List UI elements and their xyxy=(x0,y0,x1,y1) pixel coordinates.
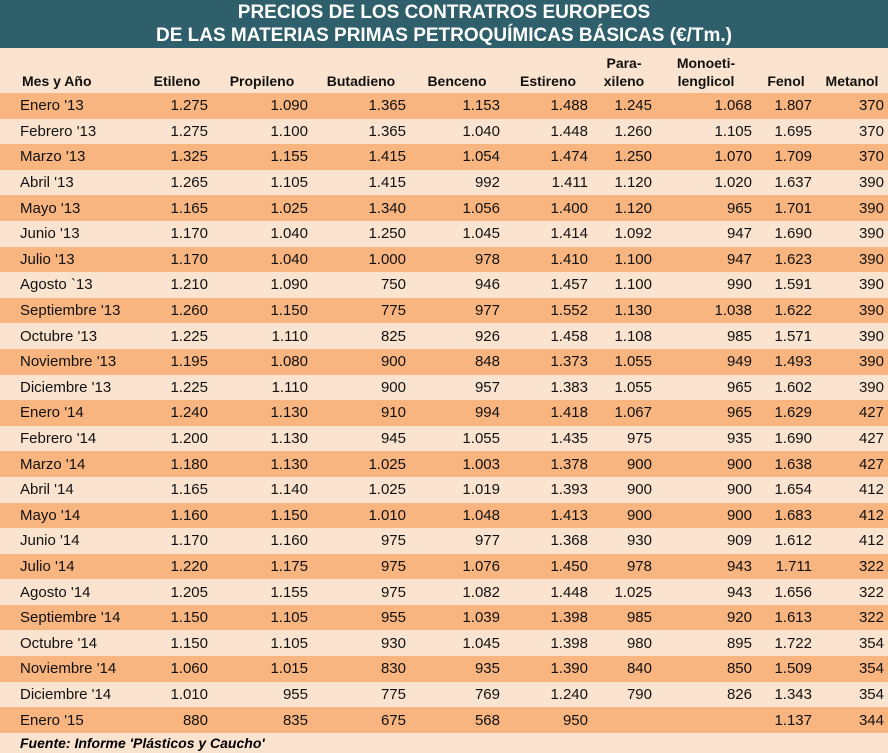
price-cell: 775 xyxy=(380,302,406,320)
price-cell: 1.120 xyxy=(614,174,652,192)
price-cell: 1.025 xyxy=(270,199,308,217)
column-header: Propileno xyxy=(229,73,295,89)
table-row xyxy=(0,93,888,119)
column-header: Benceno xyxy=(427,73,487,89)
price-cell: 1.807 xyxy=(774,97,812,115)
price-cell: 900 xyxy=(726,455,752,473)
price-cell: 1.130 xyxy=(270,430,308,448)
month-cell: Septiembre '13 xyxy=(20,302,121,320)
price-cell: 354 xyxy=(858,685,884,703)
price-cell: 943 xyxy=(726,583,752,601)
price-cell: 1.612 xyxy=(774,532,812,550)
column-header: Estireno xyxy=(519,73,576,89)
price-cell: 1.722 xyxy=(774,634,812,652)
price-cell: 1.130 xyxy=(270,455,308,473)
price-cell: 1.571 xyxy=(774,327,812,345)
price-cell: 390 xyxy=(858,378,884,396)
price-cell: 965 xyxy=(726,378,752,396)
price-cell: 1.383 xyxy=(550,378,588,396)
table-row xyxy=(0,298,888,324)
price-cell: 1.170 xyxy=(170,532,208,550)
table-row xyxy=(0,503,888,529)
price-cell: 1.435 xyxy=(550,430,588,448)
price-cell: 1.552 xyxy=(550,302,588,320)
month-cell: Agosto '14 xyxy=(20,583,91,601)
price-cell: 370 xyxy=(858,148,884,166)
table-body xyxy=(0,93,888,733)
price-cell: 1.019 xyxy=(462,481,500,499)
column-header: Fenol xyxy=(767,73,805,89)
price-cell: 1.082 xyxy=(462,583,500,601)
price-cell: 1.340 xyxy=(368,199,406,217)
price-cell: 965 xyxy=(726,404,752,422)
price-cell: 992 xyxy=(474,174,500,192)
price-cell: 1.638 xyxy=(774,455,812,473)
table-row xyxy=(0,323,888,349)
source-note: Fuente: Informe 'Plásticos y Caucho' xyxy=(0,733,888,753)
month-cell: Diciembre '13 xyxy=(20,378,112,396)
price-cell: 390 xyxy=(858,327,884,345)
price-cell: 390 xyxy=(858,276,884,294)
month-cell: Enero '15 xyxy=(20,711,84,729)
price-cell: 1.488 xyxy=(550,97,588,115)
price-cell: 1.045 xyxy=(462,225,500,243)
price-cell: 1.413 xyxy=(550,506,588,524)
price-cell: 1.110 xyxy=(271,378,308,396)
price-cell: 1.410 xyxy=(550,250,588,268)
price-cell: 1.015 xyxy=(270,660,308,678)
price-cell: 1.025 xyxy=(614,583,652,601)
price-cell: 1.457 xyxy=(550,276,588,294)
price-cell: 825 xyxy=(380,327,406,345)
price-cell: 1.509 xyxy=(774,660,812,678)
price-cell: 850 xyxy=(726,660,752,678)
price-cell: 1.220 xyxy=(170,557,208,575)
price-cell: 900 xyxy=(626,455,652,473)
price-cell: 390 xyxy=(858,174,884,192)
title-line-1: PRECIOS DE LOS CONTRATROS EUROPEOS xyxy=(237,2,651,23)
price-cell: 920 xyxy=(726,609,752,627)
price-cell: 1.378 xyxy=(550,455,588,473)
price-cell: 1.250 xyxy=(614,148,652,166)
table-row xyxy=(0,477,888,503)
month-cell: Octubre '13 xyxy=(20,327,98,345)
month-cell: Febrero '14 xyxy=(20,430,97,448)
price-cell: 1.048 xyxy=(462,506,500,524)
price-cell: 900 xyxy=(626,506,652,524)
price-cell: 344 xyxy=(858,711,884,729)
price-cell: 978 xyxy=(626,557,652,575)
price-cell: 880 xyxy=(182,711,208,729)
price-cell: 1.150 xyxy=(270,506,308,524)
price-cell: 1.160 xyxy=(270,532,308,550)
price-cell: 1.039 xyxy=(462,609,500,627)
price-cell: 1.137 xyxy=(774,711,812,729)
price-cell: 935 xyxy=(726,430,752,448)
price-cell: 1.591 xyxy=(774,276,812,294)
table-row xyxy=(0,272,888,298)
price-cell: 1.090 xyxy=(270,276,308,294)
price-cell: 1.709 xyxy=(774,148,812,166)
price-cell: 322 xyxy=(858,583,884,601)
price-cell: 1.060 xyxy=(170,660,208,678)
price-cell: 1.055 xyxy=(614,378,652,396)
price-cell: 1.105 xyxy=(270,634,308,652)
price-cell: 1.100 xyxy=(614,250,652,268)
price-cell: 1.160 xyxy=(170,506,208,524)
price-cell: 900 xyxy=(380,353,406,371)
price-cell: 1.092 xyxy=(614,225,652,243)
month-cell: Julio '13 xyxy=(20,250,75,268)
price-cell: 1.458 xyxy=(550,327,588,345)
price-cell: 975 xyxy=(380,532,406,550)
price-cell: 985 xyxy=(726,327,752,345)
price-cell: 1.613 xyxy=(774,609,812,627)
price-cell: 1.170 xyxy=(170,250,208,268)
month-cell: Enero '13 xyxy=(20,97,84,115)
price-cell: 1.155 xyxy=(270,583,308,601)
price-cell: 1.398 xyxy=(550,609,588,627)
column-header: Mes y Año xyxy=(22,73,92,89)
price-cell xyxy=(592,707,656,733)
price-cell: 1.105 xyxy=(270,609,308,627)
price-cell: 900 xyxy=(380,378,406,396)
price-cell: 1.056 xyxy=(462,199,500,217)
price-cell: 977 xyxy=(474,302,500,320)
price-cell: 1.175 xyxy=(270,557,308,575)
price-cell: 412 xyxy=(858,532,884,550)
price-cell: 1.150 xyxy=(270,302,308,320)
price-cell: 949 xyxy=(726,353,752,371)
table-row xyxy=(0,119,888,145)
price-cell: 390 xyxy=(858,199,884,217)
column-header: Metanol xyxy=(825,73,879,89)
price-cell: 947 xyxy=(726,225,752,243)
price-cell: 1.400 xyxy=(550,199,588,217)
price-cell: 947 xyxy=(726,250,752,268)
price-cell: 1.368 xyxy=(550,532,588,550)
price-cell: 1.654 xyxy=(774,481,812,499)
price-cell: 390 xyxy=(858,225,884,243)
price-cell: 950 xyxy=(562,711,588,729)
price-cell: 1.100 xyxy=(270,122,308,140)
price-cell: 957 xyxy=(474,378,500,396)
price-cell: 1.000 xyxy=(368,250,406,268)
price-cell: 1.055 xyxy=(462,430,500,448)
price-cell: 1.414 xyxy=(550,225,588,243)
month-cell: Julio '14 xyxy=(20,557,75,575)
table-row xyxy=(0,630,888,656)
price-cell: 354 xyxy=(858,634,884,652)
month-cell: Septiembre '14 xyxy=(20,609,121,627)
price-cell: 1.711 xyxy=(775,557,812,575)
price-cell: 412 xyxy=(858,506,884,524)
month-cell: Marzo '13 xyxy=(20,148,86,166)
price-cell: 1.225 xyxy=(170,327,208,345)
price-cell: 1.690 xyxy=(774,430,812,448)
price-cell: 1.493 xyxy=(774,353,812,371)
price-cell: 1.040 xyxy=(270,250,308,268)
month-cell: Marzo '14 xyxy=(20,455,86,473)
price-cell: 1.418 xyxy=(550,404,588,422)
price-cell: 900 xyxy=(726,506,752,524)
table-row xyxy=(0,195,888,221)
month-cell: Abril '14 xyxy=(20,481,74,499)
price-cell: 1.637 xyxy=(774,174,812,192)
price-cell: 1.210 xyxy=(170,276,208,294)
month-cell: Febrero '13 xyxy=(20,122,97,140)
price-cell: 1.165 xyxy=(170,199,208,217)
month-cell: Junio '13 xyxy=(20,225,80,243)
month-cell: Abril '13 xyxy=(20,174,74,192)
price-cell: 427 xyxy=(858,455,884,473)
price-cell: 1.130 xyxy=(614,302,652,320)
price-cell: 943 xyxy=(726,557,752,575)
price-cell: 1.265 xyxy=(170,174,208,192)
price-cell: 1.020 xyxy=(714,174,752,192)
price-cell: 926 xyxy=(474,327,500,345)
price-cell: 1.411 xyxy=(551,174,588,192)
price-cell: 1.150 xyxy=(170,634,208,652)
price-cell: 977 xyxy=(474,532,500,550)
price-cell: 930 xyxy=(626,532,652,550)
price-cell: 848 xyxy=(474,353,500,371)
month-cell: Mayo '14 xyxy=(20,506,81,524)
price-cell: 1.070 xyxy=(714,148,752,166)
price-cell: 769 xyxy=(474,685,500,703)
month-cell: Diciembre '14 xyxy=(20,685,112,703)
price-cell: 835 xyxy=(282,711,308,729)
price-cell: 1.623 xyxy=(774,250,812,268)
price-cell: 826 xyxy=(726,685,752,703)
price-cell: 1.448 xyxy=(550,122,588,140)
price-cell: 412 xyxy=(858,481,884,499)
table-row xyxy=(0,707,888,733)
price-cell: 1.105 xyxy=(714,122,752,140)
price-cell: 1.130 xyxy=(270,404,308,422)
price-cell: 1.150 xyxy=(170,609,208,627)
price-cell: 1.240 xyxy=(170,404,208,422)
price-cell: 946 xyxy=(474,276,500,294)
price-cell: 1.140 xyxy=(270,481,308,499)
price-cell: 985 xyxy=(626,609,652,627)
price-cell: 909 xyxy=(726,532,752,550)
price-cell: 1.240 xyxy=(550,685,588,703)
price-cell: 994 xyxy=(474,404,500,422)
price-cell: 1.365 xyxy=(368,97,406,115)
price-cell: 1.003 xyxy=(462,455,500,473)
price-cell: 1.245 xyxy=(614,97,652,115)
price-cell: 975 xyxy=(380,557,406,575)
price-cell: 975 xyxy=(380,583,406,601)
table-row xyxy=(0,170,888,196)
price-cell: 354 xyxy=(858,660,884,678)
month-cell: Enero '14 xyxy=(20,404,84,422)
price-cell: 1.390 xyxy=(550,660,588,678)
table-row xyxy=(0,400,888,426)
price-cell: 790 xyxy=(626,685,652,703)
table-row xyxy=(0,451,888,477)
price-cell: 1.040 xyxy=(462,122,500,140)
month-cell: Junio '14 xyxy=(20,532,80,550)
price-cell: 370 xyxy=(858,97,884,115)
table-row xyxy=(0,221,888,247)
price-cell: 390 xyxy=(858,302,884,320)
price-cell: 427 xyxy=(858,404,884,422)
month-cell: Octubre '14 xyxy=(20,634,98,652)
price-cell: 1.120 xyxy=(614,199,652,217)
price-cell: 1.260 xyxy=(170,302,208,320)
table-row xyxy=(0,349,888,375)
column-header: Etileno xyxy=(153,73,201,89)
price-cell: 750 xyxy=(380,276,406,294)
price-cell: 945 xyxy=(380,430,406,448)
price-cell: 1.155 xyxy=(270,148,308,166)
price-cell: 1.080 xyxy=(270,353,308,371)
price-cell: 900 xyxy=(726,481,752,499)
column-header: Para- xileno xyxy=(603,55,645,89)
price-cell: 900 xyxy=(626,481,652,499)
column-header: Butadieno xyxy=(326,73,396,89)
price-cell: 1.415 xyxy=(368,148,406,166)
price-cell: 1.025 xyxy=(368,455,406,473)
price-cell: 1.045 xyxy=(462,634,500,652)
price-table xyxy=(0,48,888,733)
price-cell: 1.025 xyxy=(368,481,406,499)
price-cell: 1.205 xyxy=(170,583,208,601)
table-row xyxy=(0,375,888,401)
price-cell: 390 xyxy=(858,250,884,268)
price-cell: 975 xyxy=(626,430,652,448)
table-row xyxy=(0,605,888,631)
price-cell: 1.448 xyxy=(550,583,588,601)
price-cell: 675 xyxy=(380,711,406,729)
price-cell: 1.656 xyxy=(774,583,812,601)
price-cell xyxy=(656,707,756,733)
price-cell: 1.054 xyxy=(462,148,500,166)
price-cell: 1.010 xyxy=(170,685,208,703)
price-cell: 1.067 xyxy=(614,404,652,422)
price-cell: 955 xyxy=(282,685,308,703)
price-cell: 955 xyxy=(380,609,406,627)
price-cell: 840 xyxy=(626,660,652,678)
price-cell: 1.068 xyxy=(714,97,752,115)
price-cell: 1.450 xyxy=(550,557,588,575)
table-row xyxy=(0,144,888,170)
price-cell: 1.695 xyxy=(774,122,812,140)
title-line-2: DE LAS MATERIAS PRIMAS PETROQUÍMICAS BÁSICAS (€/Tm.) xyxy=(155,25,732,46)
price-cell: 322 xyxy=(858,609,884,627)
price-cell: 1.170 xyxy=(170,225,208,243)
price-cell: 775 xyxy=(380,685,406,703)
price-cell: 1.055 xyxy=(614,353,652,371)
table-row xyxy=(0,247,888,273)
month-cell: Noviembre '13 xyxy=(20,353,117,371)
price-cell: 935 xyxy=(474,660,500,678)
table-title xyxy=(0,0,888,48)
price-cell: 1.622 xyxy=(774,302,812,320)
price-cell: 1.365 xyxy=(368,122,406,140)
price-cell: 1.629 xyxy=(774,404,812,422)
price-cell: 1.153 xyxy=(462,97,500,115)
price-cell: 910 xyxy=(380,404,406,422)
price-cell: 1.325 xyxy=(170,148,208,166)
price-cell: 1.180 xyxy=(170,455,208,473)
price-cell: 1.373 xyxy=(550,353,588,371)
table-row xyxy=(0,579,888,605)
price-cell: 1.038 xyxy=(714,302,752,320)
price-cell: 1.040 xyxy=(270,225,308,243)
price-cell: 1.010 xyxy=(368,506,406,524)
price-cell: 1.225 xyxy=(170,378,208,396)
price-cell: 568 xyxy=(474,711,500,729)
price-cell: 1.076 xyxy=(462,557,500,575)
price-cell: 1.105 xyxy=(270,174,308,192)
price-cell: 1.343 xyxy=(774,685,812,703)
price-cell: 1.690 xyxy=(774,225,812,243)
month-cell: Agosto `13 xyxy=(20,276,93,294)
header-row xyxy=(0,48,888,93)
price-cell: 1.398 xyxy=(550,634,588,652)
price-cell: 1.275 xyxy=(170,97,208,115)
month-cell: Noviembre '14 xyxy=(20,660,117,678)
price-cell: 1.393 xyxy=(550,481,588,499)
price-cell: 990 xyxy=(726,276,752,294)
month-cell: Mayo '13 xyxy=(20,199,81,217)
table-row xyxy=(0,554,888,580)
price-cell: 978 xyxy=(474,250,500,268)
price-cell: 1.165 xyxy=(170,481,208,499)
table-row xyxy=(0,682,888,708)
price-cell: 1.415 xyxy=(368,174,406,192)
price-cell: 895 xyxy=(726,634,752,652)
price-cell: 980 xyxy=(626,634,652,652)
price-cell: 1.100 xyxy=(614,276,652,294)
price-cell: 1.683 xyxy=(774,506,812,524)
table-row xyxy=(0,656,888,682)
price-cell: 1.275 xyxy=(170,122,208,140)
price-cell: 1.195 xyxy=(170,353,208,371)
price-cell: 1.602 xyxy=(774,378,812,396)
table-row xyxy=(0,528,888,554)
table-row xyxy=(0,426,888,452)
price-cell: 1.110 xyxy=(271,327,308,345)
price-cell: 830 xyxy=(380,660,406,678)
price-cell: 1.474 xyxy=(550,148,588,166)
price-cell: 390 xyxy=(858,353,884,371)
price-cell: 1.200 xyxy=(170,430,208,448)
price-cell: 1.260 xyxy=(614,122,652,140)
price-cell: 1.701 xyxy=(774,199,812,217)
price-cell: 1.108 xyxy=(614,327,652,345)
price-cell: 427 xyxy=(858,430,884,448)
price-cell: 1.090 xyxy=(270,97,308,115)
column-header: Monoeti- lenglicol xyxy=(676,55,736,89)
price-cell: 370 xyxy=(858,122,884,140)
price-cell: 930 xyxy=(380,634,406,652)
price-cell: 965 xyxy=(726,199,752,217)
price-cell: 1.250 xyxy=(368,225,406,243)
price-cell: 322 xyxy=(858,557,884,575)
